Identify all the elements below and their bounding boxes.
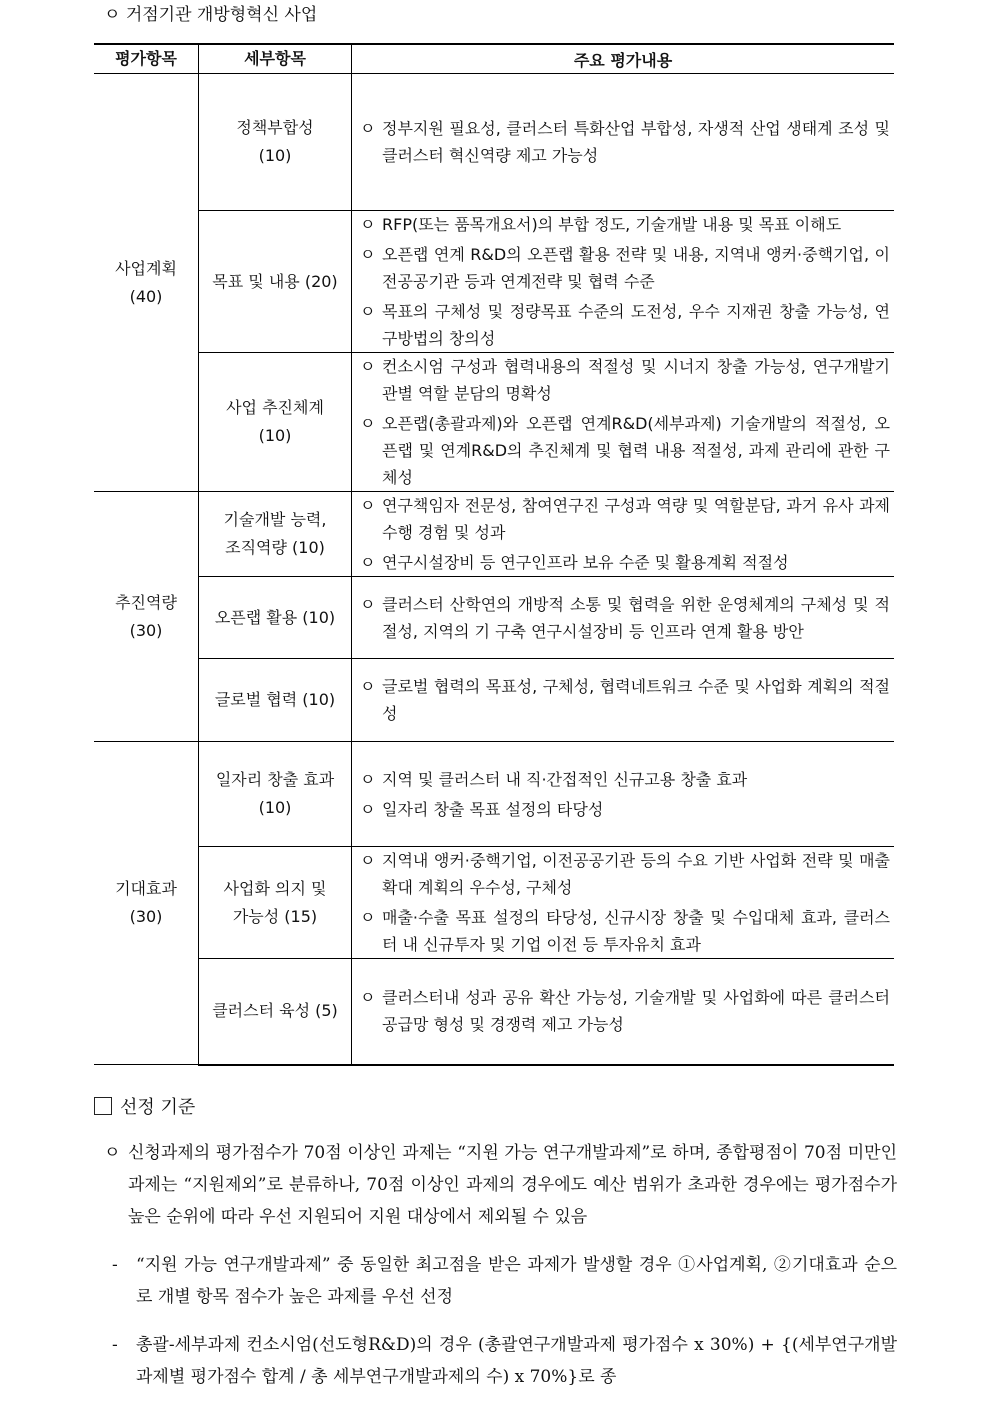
subitem-cell bbox=[199, 742, 352, 847]
evaluation-text: 오픈랩 연계 R&D의 오픈랩 활용 전략 및 내용, 지역내 앵커·중핵기업, 이전공공기관 등과 연계전략 및 협력 수준 bbox=[382, 245, 890, 291]
paragraph-sub-2 bbox=[112, 1329, 897, 1393]
bullet-mark: ㅇ bbox=[360, 245, 376, 264]
paragraph-marker: - bbox=[112, 1335, 118, 1355]
category-cell bbox=[94, 492, 199, 742]
evaluation-text: 지역 및 클러스터 내 직·간접적인 신규고용 창출 효과 bbox=[382, 769, 748, 789]
header-content: 주요 평가내용 bbox=[352, 44, 895, 74]
evaluation-item bbox=[360, 492, 890, 546]
content-cell bbox=[352, 353, 895, 492]
bullet-mark: ㅇ bbox=[360, 799, 376, 819]
evaluation-text: 컨소시엄 구성과 협력내용의 적절성 및 시너지 창출 가능성, 연구개발기관별 역할 분담의 명확성 bbox=[382, 357, 890, 403]
subitem-cell bbox=[199, 492, 352, 577]
bullet-mark: ㅇ bbox=[360, 594, 376, 614]
evaluation-item bbox=[360, 241, 890, 295]
subitem-cell bbox=[199, 659, 352, 742]
evaluation-text: 오픈랩(총괄과제)와 오픈랩 연계R&D(세부과제) 기술개발의 적절성, 오픈랩 및 연계R&D의 추진체계 및 협력 내용 적절성, 과제 관리에 관한 구체성 bbox=[382, 414, 890, 487]
evaluation-text: 연구시설장비 등 연구인프라 보유 수준 및 활용계획 적절성 bbox=[382, 553, 789, 572]
subitem-cell bbox=[199, 74, 352, 211]
header-category: 평가항목 bbox=[94, 44, 199, 74]
evaluation-item bbox=[360, 298, 890, 352]
table-row bbox=[94, 577, 894, 659]
evaluation-item bbox=[360, 211, 890, 238]
evaluation-text: 목표의 구체성 및 정량목표 수준의 도전성, 우수 지재권 창출 가능성, 연구방법의 창의성 bbox=[382, 302, 890, 348]
evaluation-text: 정부지원 필요성, 클러스터 특화산업 부합성, 자생적 산업 생태계 조성 및 클러스터 혁신역량 제고 가능성 bbox=[382, 119, 890, 165]
subitem-cell bbox=[199, 211, 352, 353]
bullet-mark: ㅇ bbox=[360, 851, 376, 870]
category-cell bbox=[94, 74, 199, 492]
table-header-row bbox=[94, 44, 894, 74]
evaluation-item bbox=[360, 984, 890, 1038]
evaluation-item bbox=[360, 796, 890, 823]
table-row bbox=[94, 492, 894, 577]
evaluation-text: 매출·수출 목표 설정의 타당성, 신규시장 창출 및 수입대체 효과, 클러스터 내 신규투자 및 기업 이전 등 투자유치 효과 bbox=[382, 908, 890, 954]
evaluation-text: 글로벌 협력의 목표성, 구체성, 협력네트워크 수준 및 사업화 계획의 적절성 bbox=[382, 677, 890, 723]
evaluation-item bbox=[360, 904, 890, 958]
table-row bbox=[94, 959, 894, 1065]
paragraph-marker: - bbox=[112, 1255, 118, 1275]
evaluation-item bbox=[360, 591, 890, 645]
category-score: (30) bbox=[129, 907, 163, 926]
subitem-label: (10) bbox=[258, 798, 292, 817]
bullet-mark: ㅇ bbox=[360, 215, 376, 234]
evaluation-text: 연구책임자 전문성, 참여연구진 구성과 역량 및 역할분담, 과거 유사 과제 수행 경험 및 성과 bbox=[382, 496, 890, 542]
content-cell bbox=[352, 211, 895, 353]
subitem-cell bbox=[199, 847, 352, 959]
content-cell bbox=[352, 659, 895, 742]
bullet-mark: ㅇ bbox=[360, 769, 376, 789]
subitem-label: 글로벌 협력 (10) bbox=[214, 690, 336, 709]
category-score: (30) bbox=[129, 620, 163, 640]
evaluation-item bbox=[360, 766, 890, 793]
selection-criteria-label: 선정 기준 bbox=[120, 1097, 196, 1118]
subitem-label: (10) bbox=[258, 146, 292, 165]
subitem-label: 조직역량 (10) bbox=[225, 538, 325, 557]
bullet-mark: ㅇ bbox=[360, 414, 376, 433]
category-name: 추진역량 bbox=[115, 592, 177, 612]
selection-criteria-title bbox=[94, 1093, 195, 1119]
evaluation-table bbox=[94, 43, 894, 1066]
section-heading: ㅇ 거점기관 개방형혁신 사업 bbox=[104, 5, 318, 25]
bullet-mark: ㅇ bbox=[360, 988, 376, 1008]
subitem-label: 사업 추진체계 bbox=[226, 398, 324, 417]
evaluation-item bbox=[360, 673, 890, 727]
subitem-cell bbox=[199, 959, 352, 1065]
paragraph-text: 총괄-세부과제 컨소시엄(선도형R&D)의 경우 (총괄연구개발과제 평가점수 x 30%) + {(세부연구개발과제별 평가점수 합계 / 총 세부연구개발과제의 수) x 70%}로 종 bbox=[136, 1335, 897, 1387]
evaluation-text: 클러스터 산학연의 개방적 소통 및 협력을 위한 운영체계의 구체성 및 적절성, 지역의 기 구축 연구시설장비 등 인프라 연계 활용 방안 bbox=[382, 594, 890, 641]
subitem-label: 목표 및 내용 (20) bbox=[212, 271, 338, 291]
bullet-mark: ㅇ bbox=[360, 302, 376, 321]
header-subitem: 세부항목 bbox=[199, 44, 352, 74]
evaluation-text: 클러스터내 성과 공유 확산 가능성, 기술개발 및 사업화에 따른 클러스터 공급망 형성 및 경쟁력 제고 가능성 bbox=[382, 988, 890, 1035]
evaluation-item bbox=[360, 549, 890, 576]
evaluation-item bbox=[360, 410, 890, 491]
evaluation-text: 일자리 창출 목표 설정의 타당성 bbox=[382, 799, 604, 819]
table-row bbox=[94, 74, 894, 211]
table-row bbox=[94, 211, 894, 353]
table-row bbox=[94, 353, 894, 492]
subitem-label: (10) bbox=[258, 426, 292, 445]
bullet-mark: ㅇ bbox=[360, 553, 376, 572]
table-row bbox=[94, 847, 894, 959]
evaluation-item bbox=[360, 353, 890, 407]
subitem-cell bbox=[199, 353, 352, 492]
content-cell bbox=[352, 74, 895, 211]
subitem-cell bbox=[199, 577, 352, 659]
checkbox-square-icon bbox=[94, 1097, 112, 1115]
paragraph-marker: ㅇ bbox=[104, 1143, 121, 1163]
subitem-label: 가능성 (15) bbox=[232, 906, 318, 926]
subitem-label: 일자리 창출 효과 bbox=[215, 770, 335, 789]
content-cell bbox=[352, 847, 895, 959]
table-row bbox=[94, 659, 894, 742]
paragraph-text: 신청과제의 평가점수가 70점 이상인 과제는 “지원 가능 연구개발과제”로 하며, 종합평점이 70점 미만인 과제는 “지원제외”로 분류하나, 70점 이상인 과제의 경우에도 예산 범위가 초과한 경우에는 평가점수가 높은 순위에 따라 우선 지원되어 지원 대상에서 제외될 수 있음 bbox=[128, 1143, 897, 1227]
table-row bbox=[94, 742, 894, 847]
evaluation-text: RFP(또는 품목개요서)의 부합 정도, 기술개발 내용 및 목표 이해도 bbox=[382, 215, 842, 234]
bullet-mark: ㅇ bbox=[360, 908, 376, 927]
subitem-label: 클러스터 육성 (5) bbox=[212, 1001, 338, 1021]
paragraph-sub-1 bbox=[112, 1249, 897, 1313]
content-cell bbox=[352, 959, 895, 1065]
bullet-mark: ㅇ bbox=[360, 357, 376, 376]
category-name: 사업계획 bbox=[115, 258, 177, 278]
content-cell bbox=[352, 492, 895, 577]
subitem-label: 정책부합성 bbox=[236, 118, 314, 137]
paragraph-main bbox=[104, 1137, 897, 1233]
bullet-mark: ㅇ bbox=[360, 496, 376, 515]
subitem-label: 기술개발 능력, bbox=[223, 510, 327, 529]
category-name: 기대효과 bbox=[115, 879, 177, 898]
content-cell bbox=[352, 577, 895, 659]
evaluation-text: 지역내 앵커·중핵기업, 이전공공기관 등의 수요 기반 사업화 전략 및 매출 확대 계획의 우수성, 구체성 bbox=[382, 851, 890, 897]
subitem-label: 오픈랩 활용 (10) bbox=[214, 607, 336, 627]
evaluation-item bbox=[360, 847, 890, 901]
subitem-label: 사업화 의지 및 bbox=[223, 878, 327, 898]
category-cell bbox=[94, 742, 199, 1065]
category-score: (40) bbox=[129, 286, 163, 306]
paragraph-text: “지원 가능 연구개발과제” 중 동일한 최고점을 받은 과제가 발생할 경우 ①사업계획, ②기대효과 순으로 개별 항목 점수가 높은 과제를 우선 선정 bbox=[136, 1255, 897, 1307]
bullet-mark: ㅇ bbox=[360, 677, 376, 696]
content-cell bbox=[352, 742, 895, 847]
bullet-mark: ㅇ bbox=[360, 119, 376, 138]
evaluation-item bbox=[360, 115, 890, 169]
